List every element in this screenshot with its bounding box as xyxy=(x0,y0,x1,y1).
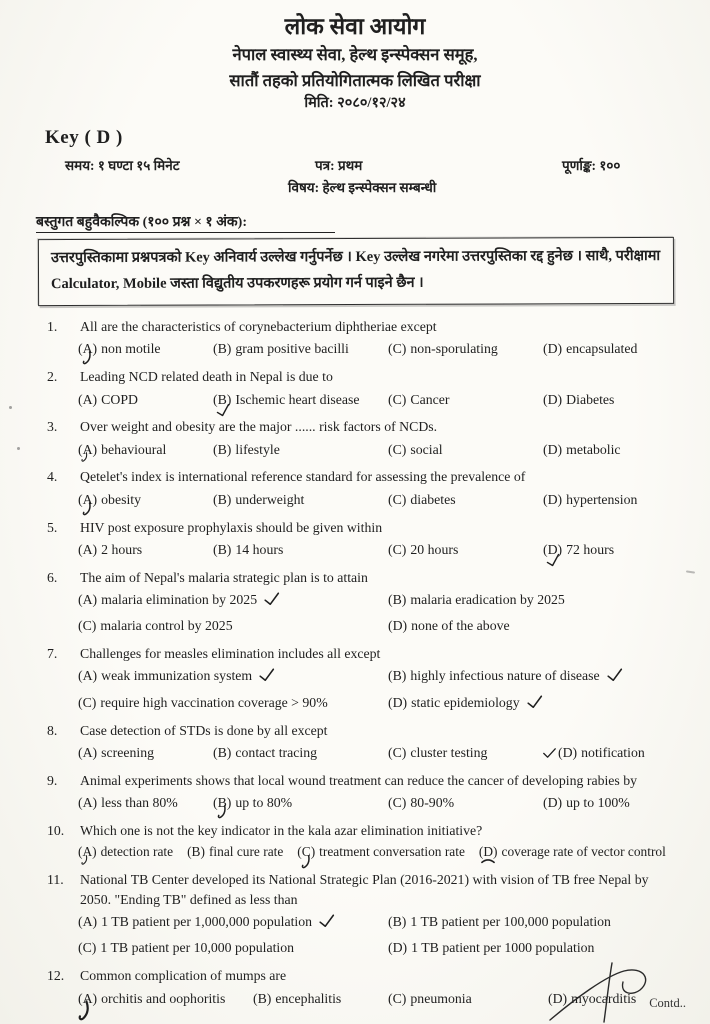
question-number: 3. xyxy=(47,419,58,435)
option-text: underweight xyxy=(235,491,305,507)
question-row xyxy=(45,870,676,909)
subject-row xyxy=(0,178,710,202)
option-text: 14 hours xyxy=(235,541,284,557)
question-block xyxy=(45,568,676,636)
option xyxy=(213,743,388,762)
option-label: (B) xyxy=(253,990,272,1006)
option xyxy=(388,490,543,509)
option-text: non-sporulating xyxy=(410,341,498,357)
question-text: Animal experiments shows that local wound treatment can reduce the cancer of developing rabies by xyxy=(80,772,638,788)
option-label: (C) xyxy=(388,990,407,1006)
key-label: Key ( D ) xyxy=(45,126,123,148)
option xyxy=(213,390,388,409)
option-label: (C) xyxy=(388,391,407,407)
option-text: gram positive bacilli xyxy=(235,341,349,357)
option-label: (B) xyxy=(213,491,232,507)
scan-artifact-dot xyxy=(17,447,20,450)
option-label: (A) xyxy=(78,491,98,507)
checkmark-icon xyxy=(81,452,88,463)
option-label: (B) xyxy=(388,592,407,608)
question-number: 1. xyxy=(47,319,58,335)
option-label: (B) xyxy=(213,795,232,811)
option xyxy=(78,339,213,358)
question-number: 11. xyxy=(47,872,64,888)
option xyxy=(213,339,388,358)
question-number: 9. xyxy=(47,772,58,788)
option-text: require high vaccination coverage > 90% xyxy=(100,694,328,710)
option xyxy=(388,540,543,559)
option-text: none of the above xyxy=(411,618,510,634)
option-text: social xyxy=(410,441,443,457)
question-text: Challenges for measles elimination includes all except xyxy=(80,646,381,662)
option-label: (D) xyxy=(558,744,578,760)
option-label: (D) xyxy=(543,341,563,357)
option-label: (A) xyxy=(78,795,98,811)
option xyxy=(479,843,670,862)
question-block xyxy=(45,417,676,459)
option-text: metabolic xyxy=(566,441,621,457)
option xyxy=(543,793,676,812)
options-row xyxy=(78,590,676,636)
key-row xyxy=(45,127,710,149)
option-label: (D) xyxy=(388,694,408,710)
question-text: Over weight and obesity are the major ...... risk factors of NCDs. xyxy=(80,419,438,435)
option-text: diabetes xyxy=(410,491,456,507)
option xyxy=(78,793,213,812)
option-text: notification xyxy=(581,744,645,760)
contd-label: Contd.. xyxy=(649,996,686,1010)
question-row xyxy=(45,417,676,436)
option-text: 20 hours xyxy=(410,541,459,557)
option-label: (B) xyxy=(187,844,205,860)
organization-title: लोक सेवा आयोग xyxy=(284,14,426,39)
options-row xyxy=(78,540,676,559)
checkmark-icon xyxy=(82,502,92,517)
question-number: 4. xyxy=(47,469,58,485)
question-text: Common complication of mumps are xyxy=(80,968,287,984)
exam-date: मिति: २०८०/१२/२४ xyxy=(304,95,406,112)
option xyxy=(213,793,388,812)
option-label: (D) xyxy=(388,940,408,956)
option-text: cluster testing xyxy=(410,744,488,760)
question-text: Qetelet's index is international reference standard for assessing the prevalence of xyxy=(80,469,526,485)
question-row xyxy=(45,771,676,790)
question-text: The aim of Nepal's malaria strategic plan is to attain xyxy=(80,569,368,585)
options-row xyxy=(78,666,676,712)
option-label: (C) xyxy=(388,744,407,760)
option xyxy=(297,843,469,862)
option-label: (B) xyxy=(213,341,232,357)
question-text: National TB Center developed its National Strategic Plan (2016-2021) with vision of TB free Nepal by 2050. "Ending TB" defined as less than xyxy=(80,872,649,907)
option-label: (C) xyxy=(78,694,97,710)
option xyxy=(543,540,676,559)
checkmark-icon xyxy=(318,914,335,928)
option-label: (C) xyxy=(388,541,407,557)
checkmark-icon xyxy=(481,858,495,864)
option-text: Diabetes xyxy=(566,391,615,407)
option xyxy=(388,440,543,459)
option xyxy=(543,743,676,762)
option-label: (C) xyxy=(388,795,407,811)
section-heading: बस्तुगत बहुवैकल्पिक (१०० प्रश्न × १ अंक): xyxy=(36,212,335,233)
option-label: (D) xyxy=(388,618,408,634)
question-block xyxy=(45,467,676,509)
option xyxy=(388,590,676,609)
scan-artifact-dot xyxy=(9,406,12,409)
option-label: (D) xyxy=(543,391,563,407)
checkmark-icon xyxy=(264,592,281,606)
option-text: Cancer xyxy=(410,391,450,407)
options-row xyxy=(78,339,676,358)
option-text: malaria control by 2025 xyxy=(100,618,233,634)
option-label: (A) xyxy=(78,541,98,557)
checkmark-icon xyxy=(526,695,543,709)
option-text: detection rate xyxy=(100,844,174,860)
option-label: (D) xyxy=(543,491,563,507)
option-text: weak immunization system xyxy=(101,668,253,684)
option-text: 72 hours xyxy=(566,541,615,557)
option-text: 2 hours xyxy=(101,541,143,557)
option-label: (B) xyxy=(213,541,232,557)
question-row xyxy=(45,821,676,840)
question-number: 2. xyxy=(47,369,58,385)
options-row xyxy=(78,490,676,509)
option-text: highly infectious nature of disease xyxy=(410,668,600,684)
question-text: HIV post exposure prophylaxis should be given within xyxy=(80,519,383,535)
option-label: (A) xyxy=(78,668,98,684)
option xyxy=(388,743,543,762)
question-text: Which one is not the key indicator in the kala azar elimination initiative? xyxy=(80,822,483,838)
option-label: (C) xyxy=(297,844,316,860)
option xyxy=(388,616,676,635)
section-heading-row xyxy=(36,212,710,233)
checkmark-icon xyxy=(81,855,88,866)
option-text: encephalitis xyxy=(275,990,342,1006)
option-text: hypertension xyxy=(566,491,638,507)
option-label: (A) xyxy=(78,441,98,457)
meta-paper: पत्र: प्रथम xyxy=(315,157,363,173)
instruction-text: उत्तरपुस्तिकामा प्रश्नपत्रको Key अनिवार्य उल्लेख गर्नुपर्नेछ । Key उल्लेख नगरेमा उत्तरपुस्तिका रद्द हुनेछ । साथै, परीक्षामा Calculator, Mobile जस्ता विद्युतीय उपकरणहरू प्रयोग गर्न पाइने छैन । xyxy=(50,247,661,293)
question-number: 12. xyxy=(47,968,65,984)
option-text: malaria elimination by 2025 xyxy=(101,592,258,608)
question-number: 6. xyxy=(47,569,58,585)
option-text: less than 80% xyxy=(101,795,178,811)
option xyxy=(78,590,388,609)
option xyxy=(388,390,543,409)
question-row xyxy=(45,721,676,740)
option-text: lifestyle xyxy=(235,441,280,457)
option-text: up to 100% xyxy=(566,795,630,811)
option-text: up to 80% xyxy=(235,795,293,811)
option xyxy=(388,693,676,712)
question-text: Case detection of STDs is done by all except xyxy=(80,722,328,738)
option-label: (B) xyxy=(388,668,407,684)
option xyxy=(543,390,676,409)
options-row xyxy=(78,843,676,862)
checkmark-icon xyxy=(543,748,556,758)
option xyxy=(78,938,388,957)
option xyxy=(213,490,388,509)
option-text: 80-90% xyxy=(410,795,455,811)
option xyxy=(78,693,388,712)
option xyxy=(388,666,676,685)
option-label: (A) xyxy=(78,341,98,357)
option-label: (C) xyxy=(388,341,407,357)
question-number: 7. xyxy=(47,646,58,662)
option xyxy=(388,938,676,957)
option-text: 1 TB patient per 1000 population xyxy=(411,940,595,956)
option-label: (A) xyxy=(78,844,97,860)
option xyxy=(78,666,388,685)
option xyxy=(78,616,388,635)
option xyxy=(253,989,388,1008)
option-label: (C) xyxy=(388,441,407,457)
option xyxy=(78,440,213,459)
option-text: pneumonia xyxy=(410,990,472,1006)
meta-full-marks: पूर्णाङ्क: १०० xyxy=(562,157,621,173)
option-text: obesity xyxy=(101,491,142,507)
option xyxy=(78,490,213,509)
option-label: (D) xyxy=(543,541,563,557)
signature-area xyxy=(548,960,688,1024)
question-row xyxy=(45,568,676,587)
option-text: final cure rate xyxy=(208,844,284,860)
question-block xyxy=(45,518,676,560)
option-text: screening xyxy=(101,744,155,760)
option xyxy=(543,490,676,509)
option xyxy=(78,912,388,931)
options-row xyxy=(78,912,676,958)
option xyxy=(543,440,676,459)
option-label: (B) xyxy=(213,744,232,760)
question-block xyxy=(45,771,676,813)
option-text: 1 TB patient per 100,000 population xyxy=(410,914,611,930)
option xyxy=(187,843,287,862)
option-text: 1 TB patient per 10,000 population xyxy=(100,940,295,956)
questions-list xyxy=(0,313,710,1008)
option-text: behavioural xyxy=(101,441,167,457)
option-label: (C) xyxy=(78,618,97,634)
option-label: (B) xyxy=(213,391,232,407)
question-text: Leading NCD related death in Nepal is due to xyxy=(80,369,333,385)
option xyxy=(78,989,253,1008)
question-block xyxy=(45,821,676,862)
exam-type-line: सातौं तहको प्रतियोगितात्मक लिखित परीक्षा xyxy=(229,70,481,90)
question-block xyxy=(45,317,676,359)
checkmark-icon xyxy=(217,805,227,820)
option xyxy=(78,540,213,559)
option-label: (A) xyxy=(78,592,98,608)
checkmark-icon xyxy=(606,669,623,683)
option-label: (D) xyxy=(548,990,568,1006)
option-label: (C) xyxy=(388,491,407,507)
checkmark-icon xyxy=(545,553,562,567)
option-label: (B) xyxy=(388,914,407,930)
question-number: 5. xyxy=(47,519,58,535)
signature-scribble-icon xyxy=(548,960,658,1024)
option-text: myocarditis xyxy=(571,990,637,1006)
option-text: treatment conversation rate xyxy=(319,844,465,860)
option-text: coverage rate of vector control xyxy=(501,844,666,860)
question-number: 10. xyxy=(47,822,65,838)
option-text: static epidemiology xyxy=(411,694,520,710)
option xyxy=(388,793,543,812)
option-label: (C) xyxy=(78,940,97,956)
option-label: (D) xyxy=(543,795,563,811)
question-number: 8. xyxy=(47,722,58,738)
question-row xyxy=(45,317,676,336)
question-row xyxy=(45,644,676,663)
question-row xyxy=(45,367,676,386)
option xyxy=(388,912,676,931)
option-text: encapsulated xyxy=(566,341,638,357)
meta-row xyxy=(0,156,710,178)
option-label: (D) xyxy=(543,441,563,457)
option xyxy=(388,339,543,358)
option-text: COPD xyxy=(101,391,138,407)
option-text: Ischemic heart disease xyxy=(235,391,360,407)
service-group-line: नेपाल स्वास्थ्य सेवा, हेल्थ इन्स्पेक्सन समूह, xyxy=(232,45,478,65)
header xyxy=(0,0,710,115)
option xyxy=(388,989,548,1008)
question-text: All are the characteristics of corynebacterium diphtheriae except xyxy=(80,319,437,335)
question-block xyxy=(45,644,676,712)
option xyxy=(78,743,213,762)
option-text: orchitis and oophoritis xyxy=(101,990,226,1006)
option-label: (A) xyxy=(78,391,98,407)
meta-time: समय: १ घण्टा १५ मिनेट xyxy=(65,157,180,173)
checkmark-icon xyxy=(301,855,311,870)
option-label: (A) xyxy=(78,744,98,760)
option-label: (D) xyxy=(478,844,498,860)
options-row xyxy=(78,390,676,409)
option xyxy=(213,540,388,559)
checkmark-icon xyxy=(259,669,276,683)
meta-subject: विषय: हेल्थ इन्स्पेक्सन सम्बन्धी xyxy=(288,179,437,195)
question-block xyxy=(45,367,676,409)
option-text: contact tracing xyxy=(235,744,317,760)
option xyxy=(78,390,213,409)
instruction-box xyxy=(38,237,674,306)
options-row xyxy=(78,743,676,762)
options-row xyxy=(78,440,676,459)
question-block xyxy=(45,721,676,763)
options-row xyxy=(78,793,676,812)
option-label: (A) xyxy=(78,990,98,1006)
option-label: (B) xyxy=(213,441,232,457)
option xyxy=(543,339,676,358)
option-text: malaria eradication by 2025 xyxy=(410,592,565,608)
option-text: 1 TB patient per 1,000,000 population xyxy=(101,914,313,930)
question-row xyxy=(45,467,676,486)
checkmark-icon xyxy=(82,351,92,366)
option xyxy=(213,440,388,459)
option xyxy=(78,843,177,862)
question-block xyxy=(45,870,676,957)
question-row xyxy=(45,518,676,537)
option-text: non motile xyxy=(101,341,161,357)
option-label: (A) xyxy=(78,914,98,930)
